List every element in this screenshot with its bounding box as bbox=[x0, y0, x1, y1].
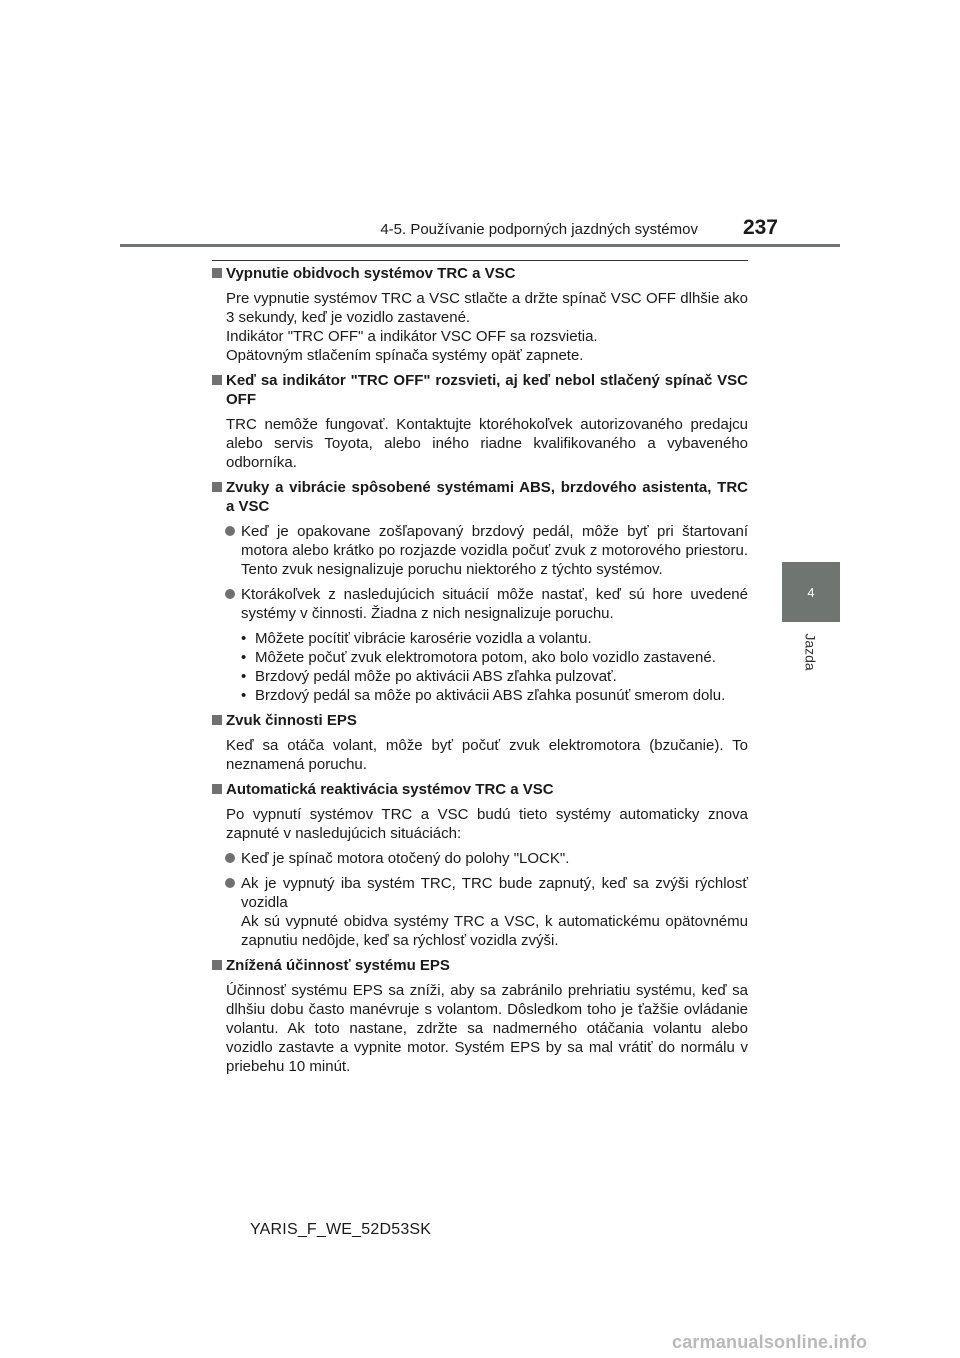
chapter-label-wrap bbox=[782, 622, 840, 682]
dot-marker: • bbox=[241, 687, 247, 704]
bullet-item: Ak je vypnutý iba systém TRC, TRC bude zapnutý, keď sa zvýši rýchlosť vozidla Ak sú vypnuté obidva systémy TRC a VSC, k automatickému opätovnému zapnutiu nedôjde, keď sa rýchlosť vozidla zvýši. bbox=[212, 874, 748, 950]
square-bullet-icon bbox=[212, 268, 222, 278]
header-rule bbox=[120, 244, 840, 247]
chapter-label: Jazda bbox=[802, 633, 819, 671]
paragraph bbox=[212, 805, 748, 843]
main-content bbox=[212, 264, 748, 1082]
document-code: YARIS_F_WE_52D53SK bbox=[250, 1221, 432, 1238]
chapter-number: 4 bbox=[807, 584, 815, 600]
dot-marker: • bbox=[241, 668, 247, 685]
dot-marker: • bbox=[241, 649, 247, 666]
section-heading: Znížená účinnosť systému EPS bbox=[212, 956, 748, 975]
bullet-item: Ktorákoľvek z nasledujúcich situácií môže nastať, keď sú hore uvedené systémy v činnosti. Žiadna z nich nesignalizuje poruchu. bbox=[212, 585, 748, 623]
sub-list-item: • Môžete počuť zvuk elektromotora potom, ako bolo vozidlo zastavené. bbox=[241, 649, 716, 666]
paragraph bbox=[212, 981, 748, 1076]
circle-bullet-icon bbox=[225, 853, 235, 863]
section bbox=[212, 711, 748, 774]
sub-list-item: • Brzdový pedál sa môže po aktivácii ABS zľahka posunúť smerom dolu. bbox=[241, 687, 726, 704]
watermark: carmanualsonline.info bbox=[672, 1332, 868, 1352]
section-title: 4-5. Používanie podporných jazdných systémov bbox=[380, 221, 698, 238]
bullet-item: Keď je spínač motora otočený do polohy "LOCK". bbox=[212, 849, 748, 868]
paragraph-line: Po vypnutí systémov TRC a VSC budú tieto systémy automaticky znova zapnuté v nasledujúcich situáciách: bbox=[226, 806, 748, 842]
sub-list bbox=[212, 629, 748, 705]
circle-bullet-icon bbox=[225, 526, 235, 536]
section bbox=[212, 371, 748, 472]
circle-bullet-icon bbox=[225, 878, 235, 888]
sub-list-item: • Brzdový pedál môže po aktivácii ABS zľahka pulzovať. bbox=[241, 668, 617, 685]
paragraph-line: Účinnosť systému EPS sa zníži, aby sa zabránilo prehriatiu systému, keď sa dlhšiu dobu často manévruje s volantom. Dôsledkom toho je ťažšie ovládanie volantu. Ak toto nastane, zdržte sa nadmerného otáčania volantu alebo vozidlo zastavte a vypnite motor. Systém EPS by sa mal vrátiť do normálu v priebehu 10 minút. bbox=[226, 982, 748, 1075]
section bbox=[212, 264, 748, 365]
paragraph-line: Keď sa otáča volant, môže byť počuť zvuk elektromotora (bzučanie). To neznamená poruchu. bbox=[226, 737, 748, 773]
paragraph bbox=[212, 415, 748, 472]
square-bullet-icon bbox=[212, 960, 222, 970]
section bbox=[212, 780, 748, 950]
section-heading: Zvuk činnosti EPS bbox=[212, 711, 748, 730]
paragraph bbox=[212, 736, 748, 774]
square-bullet-icon bbox=[212, 482, 222, 492]
paragraph-line: Pre vypnutie systémov TRC a VSC stlačte a držte spínač VSC OFF dlhšie ako 3 sekundy, keď je vozidlo zastavené. bbox=[226, 290, 748, 326]
paragraph-line: Indikátor "TRC OFF" a indikátor VSC OFF sa rozsvietia. bbox=[226, 328, 598, 345]
paragraph-line: Opätovným stlačením spínača systémy opäť zapnete. bbox=[226, 347, 584, 364]
section bbox=[212, 478, 748, 705]
content-rule bbox=[212, 260, 748, 261]
section-heading: Keď sa indikátor "TRC OFF" rozsvieti, aj keď nebol stlačený spínač VSC OFF bbox=[212, 371, 748, 409]
chapter-tab[interactable] bbox=[782, 562, 840, 622]
section bbox=[212, 956, 748, 1076]
square-bullet-icon bbox=[212, 715, 222, 725]
sub-list-item: • Môžete pocítiť vibrácie karosérie vozidla a volantu. bbox=[241, 630, 592, 647]
section-heading: Zvuky a vibrácie spôsobené systémami ABS, brzdového asistenta, TRC a VSC bbox=[212, 478, 748, 516]
dot-marker: • bbox=[241, 630, 247, 647]
circle-bullet-icon bbox=[225, 589, 235, 599]
paragraph bbox=[212, 289, 748, 365]
square-bullet-icon bbox=[212, 375, 222, 385]
bullet-item: Keď je opakovane zošľapovaný brzdový pedál, môže byť pri štartovaní motora alebo krátko po rozjazde vozidla počuť zvuk z motorového priestoru. Tento zvuk nesignalizuje poruchu niektorého z týchto systémov. bbox=[212, 522, 748, 579]
square-bullet-icon bbox=[212, 784, 222, 794]
section-heading: Vypnutie obidvoch systémov TRC a VSC bbox=[212, 264, 748, 283]
paragraph-line: TRC nemôže fungovať. Kontaktujte ktoréhokoľvek autorizovaného predajcu alebo servis Toyota, alebo iného riadne kvalifikovaného a vybaveného odborníka. bbox=[226, 416, 748, 471]
section-heading: Automatická reaktivácia systémov TRC a VSC bbox=[212, 780, 748, 799]
page-number: 237 bbox=[742, 216, 778, 239]
